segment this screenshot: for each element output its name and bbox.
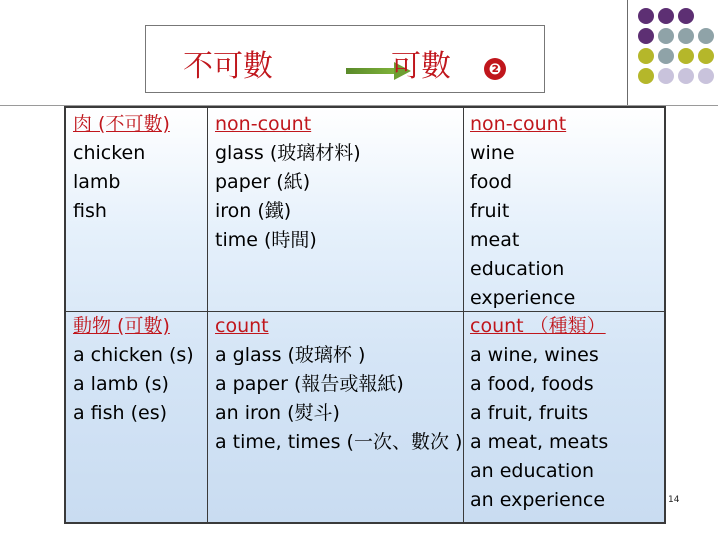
list-item: a food, foods	[470, 373, 594, 395]
decor-dot	[678, 28, 694, 44]
table-cell-kind-noncount	[470, 110, 575, 313]
decor-dot	[678, 68, 694, 84]
list-item: a chicken (s)	[73, 344, 194, 366]
table-cell-object-count	[215, 312, 462, 457]
decor-dot	[638, 8, 654, 24]
decor-dot	[658, 28, 674, 44]
list-item: a meat, meats	[470, 431, 609, 453]
list-item: wine	[470, 142, 515, 164]
table-cell-meat-uncountable	[73, 110, 170, 226]
list-item: paper (紙)	[215, 171, 311, 193]
list-item: fruit	[470, 200, 510, 222]
list-item: time (時間)	[215, 229, 317, 251]
decor-dot	[638, 28, 654, 44]
list-item: an education	[470, 460, 595, 482]
list-item: a time, times (一次、數次 )	[215, 431, 463, 453]
list-item: fish	[73, 200, 107, 222]
list-item: chicken	[73, 142, 146, 164]
list-item: meat	[470, 229, 520, 251]
decor-dot	[698, 68, 714, 84]
decor-dot	[678, 8, 694, 24]
list-item: education	[470, 258, 565, 280]
cell-header: non-count	[470, 113, 567, 135]
title-uncountable: 不可數	[183, 49, 273, 84]
table-column-divider	[207, 108, 208, 522]
cell-header: non-count	[215, 113, 312, 135]
list-item: a glass (玻璃杯 )	[215, 344, 366, 366]
noun-table	[64, 106, 666, 524]
list-item: food	[470, 171, 512, 193]
slide-title-box	[145, 25, 545, 93]
page-number: 14	[668, 495, 680, 505]
list-item: a wine, wines	[470, 344, 599, 366]
table-cell-animal-countable	[73, 312, 194, 428]
list-item: a paper (報告或報紙)	[215, 373, 404, 395]
decor-dot	[658, 48, 674, 64]
cell-header: count （種類）	[470, 315, 606, 337]
list-item: glass (玻璃材料)	[215, 142, 361, 164]
list-item: a fruit, fruits	[470, 402, 589, 424]
decor-dot	[678, 48, 694, 64]
list-item: a lamb (s)	[73, 373, 169, 395]
decor-dot	[658, 68, 674, 84]
table-column-divider	[463, 108, 464, 522]
decor-dot	[698, 28, 714, 44]
cell-header: 肉 (不可數)	[73, 113, 170, 135]
list-item: an iron (熨斗)	[215, 402, 340, 424]
decor-dot	[698, 48, 714, 64]
list-item: iron (鐵)	[215, 200, 292, 222]
decor-dot	[658, 8, 674, 24]
list-item: a fish (es)	[73, 402, 168, 424]
decor-dot	[638, 68, 654, 84]
list-item: lamb	[73, 171, 121, 193]
decor-dot	[638, 48, 654, 64]
title-countable: 可數	[391, 49, 451, 84]
table-cell-material-noncount	[215, 110, 361, 255]
decor-dot-grid	[638, 8, 720, 103]
list-item: an experience	[470, 489, 606, 511]
decor-vertical-line	[627, 0, 628, 105]
list-item: experience	[470, 287, 576, 309]
number-badge: ❷	[484, 58, 506, 80]
cell-header: count	[215, 315, 269, 337]
cell-header: 動物 (可數)	[73, 315, 170, 337]
table-cell-kind-count	[470, 312, 608, 515]
